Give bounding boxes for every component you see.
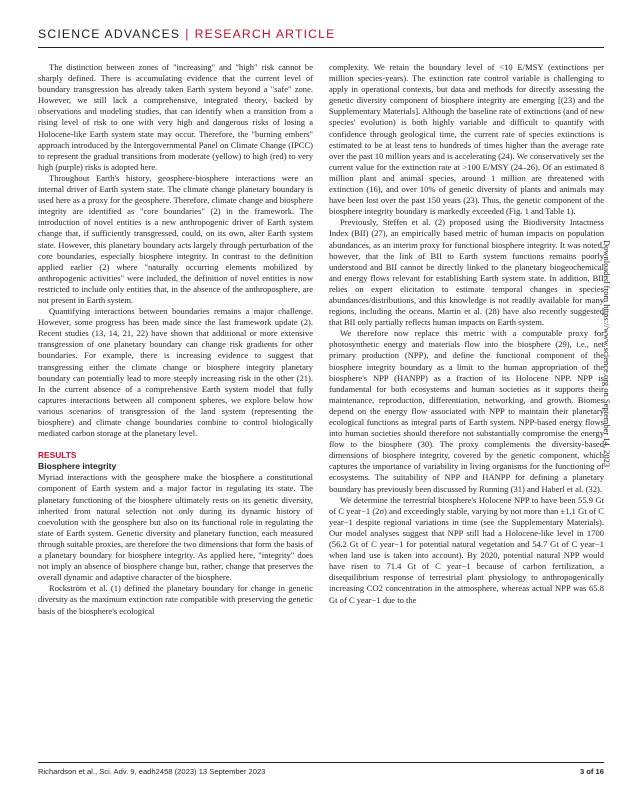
paragraph: The distinction between zones of "increasing" and "high" risk cannot be sharply defined. There is accumulating evidence that the current level of boundary transgression has already taken Earth system beyond a "safe" zone. However, we still lack a comprehensive, integrated theory, backed by observations and modeling studies, that can identify when a transition from a rising level of risk to one with very high and dangerous risks of losing a Holocene-like Earth system state may occur. Therefore, the "burning embers" approach introduced by the Intergovernmental Panel on Climate Change (IPCC) to represent the gradual transitions from moderate (yellow) to high (red) to very high (purple) risks is adopted here. [38,62,313,172]
paragraph: We therefore now replace this metric with a computable proxy for photosynthetic energy and materials flow into the biosphere (29), i.e., net primary production (NPP), and define the functional component of the biosphere integrity boundary as a limit to the human appropriation of the biosphere's NPP (HANPP) as a fraction of its Holocene NPP. NPP is fundamental for both ecosystems and human societies as it supports their maintenance, reproduction, differentiation, networking, and growth. Biomes depend on the energy flow associated with NPP to maintain their planetary ecological functions as integral parts of Earth system. NPP-based energy flows into human societies should therefore not substantially compromise the energy flow to the biosphere (30). The proxy complements the diversity-based dimensions of biosphere integrity, covered by the genetic component, which captures the importance of variability in living organisms for the functioning of ecosystems. The suitability of NPP and HANPP for defining a planetary boundary has previously been discussed by Running (31) and Haberl et al. (32). [329,328,604,494]
right-column [329,62,604,606]
citation: Richardson et al., Sci. Adv. 9, eadh2458 (2023) 13 September 2023 [38,767,266,776]
journal-name: SCIENCE ADVANCES [38,27,181,41]
journal-header [38,27,604,41]
download-watermark: Downloaded from https://www.science.org on September 14, 2023 [602,240,612,468]
left-column [38,62,313,617]
footer-rule [38,762,604,763]
paragraph: Previously, Steffen et al. (2) proposed using the Biodiversity Intactness Index (BII) (27), an empirically based metric of human impacts on population abundances, as an interim proxy for functional biosphere integrity. It was noted, however, that the link of BII to Earth system functions remains poorly understood and BII cannot be directly linked to the planetary biogeochemical and energy flows relevant for establishing Earth system state. In addition, BII relies on expert elicitation to estimate temporal changes in species abundances/distributions, and this knowledge is not readily available for many regions, including the oceans. Martin et al. (28) have also recently suggested that BII only partially reflects human impacts on Earth system. [329,217,604,328]
paragraph: complexity. We retain the boundary level of <10 E/MSY (extinctions per million species-years). The extinction rate control variable is challenging to apply in operational contexts, but data and methods for directly assessing the genetic diversity component of biosphere integrity are emerging [(23) and the Supplementary Materials]. Although the baseline rate of extinctions (and of new species' evolution) is both highly variable and difficult to quantify with confidence through geological time, the current rate of species extinctions is estimated to be at least tens to hundreds of times higher than the average rate over the past 10 million years and is accelerating (24). We conservatively set the current value for the extinction rate at >100 E/MSY (24–26). Of an estimated 8 million plant and animal species, around 1 million are threatened with extinction (16), and over 10% of genetic diversity of plants and animals may have been lost over the past 150 years (23). Thus, the genetic component of the biosphere integrity boundary is markedly exceeded (Fig. 1 and Table 1). [329,62,604,217]
paragraph: Myriad interactions with the geosphere make the biosphere a constitutional component of Earth system and a major factor in regulating its state. The planetary functioning of the biosphere ultimately rests on its genetic diversity, inherited from natural selection not only during its dynamic history of coevolution with the geosphere but also on its functional role in regulating the state of Earth system. Genetic diversity and planetary function, each measured through suitable proxies, are therefore the two dimensions that form the basis of a planetary boundary for biosphere integrity. As applied here, "integrity" does not imply an absence of biosphere change but, rather, change that preserves the overall dynamic and adaptive character of the biosphere. [38,472,313,583]
paragraph: Throughout Earth's history, geosphere-biosphere interactions were an internal driver of Earth system state. The climate change planetary boundary is used here as a proxy for the geosphere. Therefore, climate change and biosphere integrity are identified as "core boundaries" (2) in the framework. The introduction of novel entities is a new anthropogenic driver of Earth system change that, if sufficiently transgressed, could, on its own, alter Earth system state. However, this planetary boundary acts largely through perturbation of the core boundaries, especially biosphere integrity. In contrast to the definition applied earlier (2) where "naturally occurring elements mobilized by anthropogenic activities" were included, the definition of novel entities is now restricted to include only entities that, in the absence of the anthroposphere, are not present in Earth system. [38,172,313,305]
paragraph: We determine the terrestrial biosphere's Holocene NPP to have been 55.9 Gt of C year−1 (2σ) and exceedingly stable, varying by not more than ±1.1 Gt of C year−1 despite regional variations in time (see the Supplementary Materials). Our model analyses suggest that NPP still had a Holocene-like level in 1700 (56.2 Gt of C year−1 for potential natural vegetation and 54.7 Gt of C year−1 when land use is taken into account). By 2020, potential natural NPP would have risen to 71.4 Gt of C year−1 because of carbon fertilization, a disequilibrium response of terrestrial plant physiology to anthropogenically increasing CO2 concentration in the atmosphere, whereas actual NPP was 65.8 Gt of C year−1 due to the [329,494,604,605]
page-number: 3 of 16 [579,767,604,776]
header-separator: | [185,27,190,41]
section-label: RESEARCH ARTICLE [194,27,336,41]
header-rule [38,47,604,48]
section-subheading: Biosphere integrity [38,461,117,472]
paragraph: Rockström et al. (1) defined the planetary boundary for change in genetic diversity as the maximum extinction rate compatible with preserving the genetic basis of the biosphere's ecological [38,583,313,616]
paragraph: Quantifying interactions between boundaries remains a major challenge. However, some progress has been made since the last framework update (2). Recent studies (13, 14, 21, 22) have shown that additional or more extensive transgression of one planetary boundary can change risk gradients for other boundaries. For example, there is increasing evidence to suggest that transgressing either the climate change or biosphere integrity planetary boundary can potentially lead to more steeply increasing risk in the other (21). In the current absence of a comprehensive Earth system model that fully captures interactions between all component spheres, we explore below how various scenarios of transgression of the land system (representing the biosphere) and climate change boundaries combine to control biologically mediated carbon storage at the planetary level. [38,306,313,439]
results-heading: RESULTS [38,450,77,461]
page-footer [38,767,604,776]
